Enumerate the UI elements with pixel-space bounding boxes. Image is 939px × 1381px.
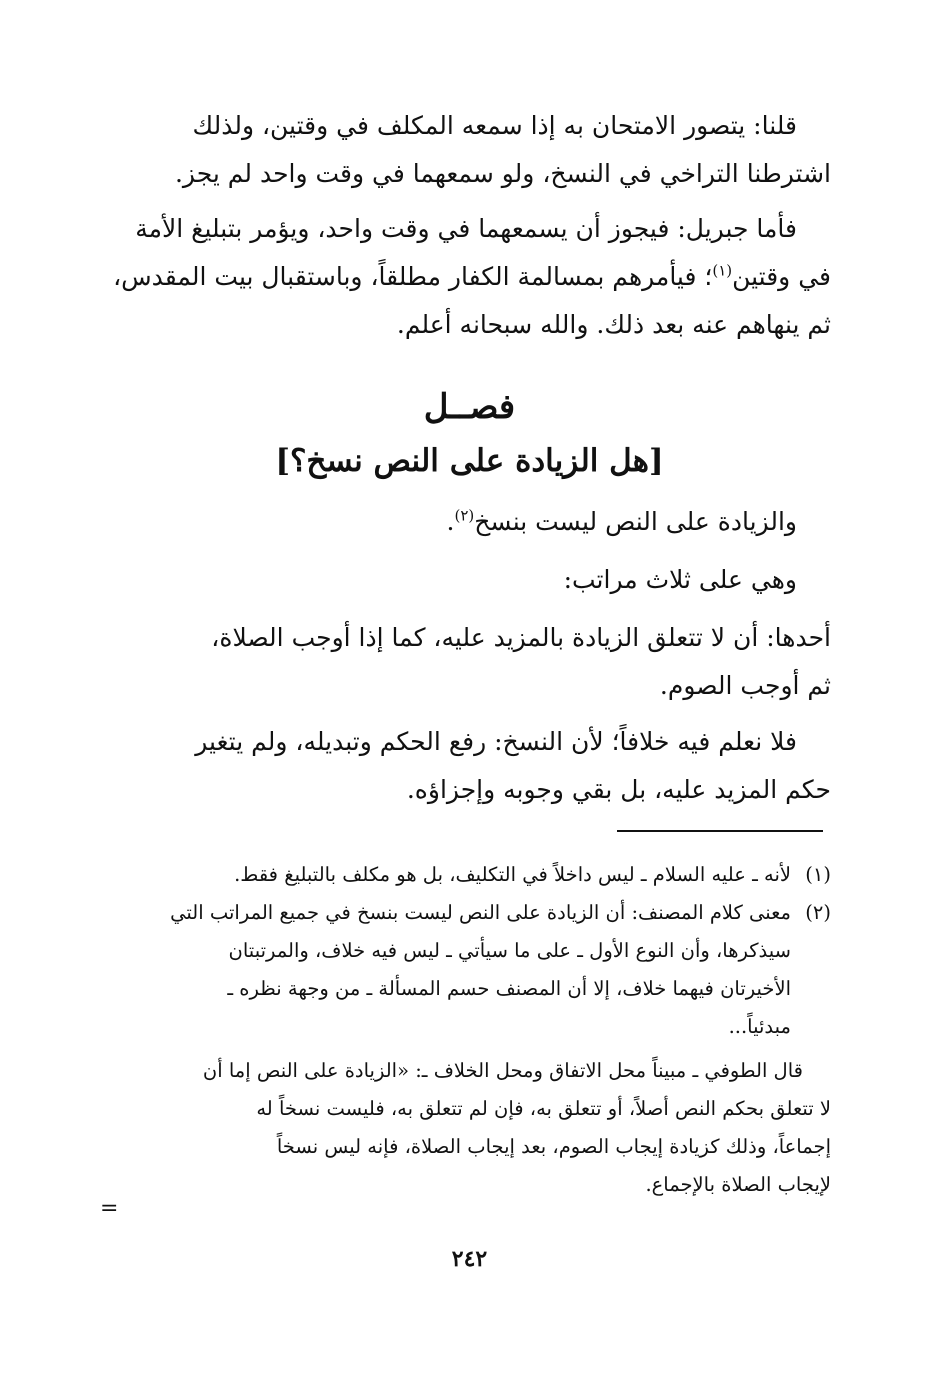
footnote-separator bbox=[617, 830, 823, 832]
text-line: فأما جبريل: فيجوز أن يسمعهما في وقت واحد، ويؤمر بتبليغ الأمة bbox=[135, 214, 797, 243]
text-line: في وقتين$^{(١)}$؛ فيأمرهم بمسالمة الكفار مطلقاً، وباستقبال بيت المقدس، bbox=[113, 261, 831, 291]
footnote-line: إجماعاً، وذلك كزيادة إيجاب الصوم، بعد إيجاب الصلاة، فإنه ليس نسخاً bbox=[276, 1135, 831, 1158]
page-number: ٢٤٢ bbox=[451, 1246, 488, 1272]
text-line: اشترطنا التراخي في النسخ، ولو سمعهما في وقت واحد لم يجز. bbox=[174, 159, 831, 188]
footnote-number: (١) bbox=[805, 863, 831, 886]
paragraph-levels: وهي على ثلاث مراتب: bbox=[563, 565, 797, 594]
text-line: حكم المزيد عليه، بل بقي وجوبه وإجزاؤه. bbox=[406, 775, 831, 804]
text-line: قلنا: يتصور الامتحان به إذا سمعه المكلف في وقتين، ولذلك bbox=[192, 111, 797, 140]
footnote-line: لإيجاب الصلاة بالإجماع. bbox=[645, 1173, 831, 1196]
footnote-marker-2[interactable]: (٢) bbox=[454, 506, 475, 525]
footnote-line: قال الطوفي ـ مبيناً محل الاتفاق ومحل الخلاف ـ: «الزيادة على النص إما أن bbox=[202, 1059, 803, 1082]
footnote-2 bbox=[107, 894, 831, 1046]
paragraph-no-dispute bbox=[107, 718, 831, 814]
paragraph-first-level bbox=[107, 614, 831, 710]
footnote-1 bbox=[107, 856, 831, 894]
footnote-2-quote bbox=[107, 1052, 831, 1204]
footnote-body bbox=[107, 894, 831, 1046]
continuation-mark: = bbox=[100, 1196, 119, 1221]
text-line: ثم ينهاهم عنه بعد ذلك. والله سبحانه أعلم. bbox=[396, 310, 831, 339]
paragraph-jibril bbox=[107, 205, 831, 349]
footnote-marker-1[interactable]: (١) bbox=[712, 261, 733, 280]
footnote-line: مبدئياً... bbox=[728, 1015, 791, 1038]
text-line: أحدها: أن لا تتعلق الزيادة بالمزيد عليه، كما إذا أوجب الصلاة، bbox=[211, 623, 831, 652]
section-subheading: [هل الزيادة على النص نسخ؟] bbox=[275, 443, 664, 479]
footnote-line: الأخيرتان فيهما خلاف، إلا أن المصنف حسم المسألة ـ من وجهة نظره ـ bbox=[227, 977, 791, 1000]
footnote-line: معنى كلام المصنف: أن الزيادة على النص ليست بنسخ في جميع المراتب التي bbox=[170, 901, 791, 924]
text-line: ثم أوجب الصوم. bbox=[659, 671, 831, 700]
paragraph-response bbox=[107, 102, 831, 198]
paragraph-thesis: والزيادة على النص ليست بنسخ$^{(٢)}$. bbox=[446, 506, 797, 536]
text-line: فلا نعلم فيه خلافاً؛ لأن النسخ: رفع الحكم وتبديله، ولم يتغير bbox=[195, 727, 797, 756]
footnote-number: (٢) bbox=[805, 901, 831, 924]
footnote-line: سيذكرها، وأن النوع الأول ـ على ما سيأتي ـ ليس فيه خلاف، والمرتبتان bbox=[228, 939, 791, 962]
section-heading: فصــل bbox=[423, 387, 516, 427]
footnote-text: لأنه ـ عليه السلام ـ ليس داخلاً في التكليف، بل هو مكلف بالتبليغ فقط. bbox=[234, 863, 791, 886]
footnote-line: لا تتعلق بحكم النص أصلاً، أو تتعلق به، فإن لم تتعلق به، فليست نسخاً له bbox=[256, 1097, 831, 1120]
